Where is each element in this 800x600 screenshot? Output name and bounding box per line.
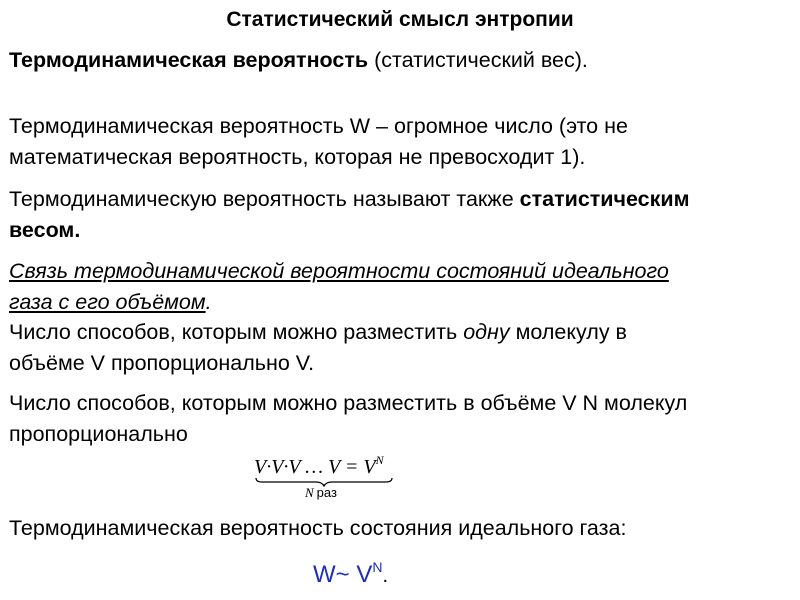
text-normal: Термодинамическую вероятность называют также <box>9 187 520 211</box>
result-dot: . <box>382 565 389 587</box>
result-base: W~ V <box>313 561 373 588</box>
formula-expression <box>254 455 384 479</box>
text-line <box>9 184 794 215</box>
underlined-text: газа с его объёмом <box>9 290 206 314</box>
paragraph-statistical-weight <box>9 184 794 246</box>
text-normal: молекулу в <box>509 320 627 344</box>
text-italic: одну <box>463 320 510 344</box>
text-bold-line: весом. <box>9 218 81 242</box>
paragraph-ideal-gas: Термодинамическая вероятность состояния идеального газа: <box>9 516 627 540</box>
text-line: Число способов, которым можно разместить в объёме V N молекул <box>9 391 688 415</box>
text-bold: статистическим <box>519 187 690 211</box>
term-rest: (статистический вес). <box>368 48 588 72</box>
text-line: пропорционально <box>9 422 188 446</box>
text-line: Термодинамическая вероятность W – огромное число (это не <box>9 114 628 138</box>
text-line <box>9 317 794 348</box>
paragraph-one-molecule <box>9 317 794 379</box>
formula-main: V·V·V … V = V <box>254 456 376 478</box>
underbrace-n: N <box>305 485 314 500</box>
slide-title: Статистический смысл энтропии <box>226 8 574 31</box>
result-exponent: N <box>372 559 383 575</box>
period: . <box>205 290 212 314</box>
paragraph-thermo-probability <box>9 45 794 76</box>
term-bold: Термодинамическая вероятность <box>9 48 369 72</box>
paragraph-volume-link <box>9 256 794 318</box>
text-normal: Число способов, которым можно разместить <box>9 320 464 344</box>
paragraph-n-molecules <box>9 388 794 450</box>
paragraph-huge-number <box>9 111 794 173</box>
text-line <box>9 287 794 318</box>
formula-exponent: N <box>375 453 384 467</box>
result-formula <box>313 560 388 591</box>
underbrace-label <box>305 485 337 501</box>
text-line: объёме V пропорционально V. <box>9 351 315 375</box>
underbrace-text: раз <box>316 485 337 500</box>
underlined-line: Связь термодинамической вероятности состояний идеального <box>9 259 669 283</box>
text-line: математическая вероятность, которая не превосходит 1). <box>9 145 586 169</box>
formula-v-power-n <box>254 451 474 501</box>
